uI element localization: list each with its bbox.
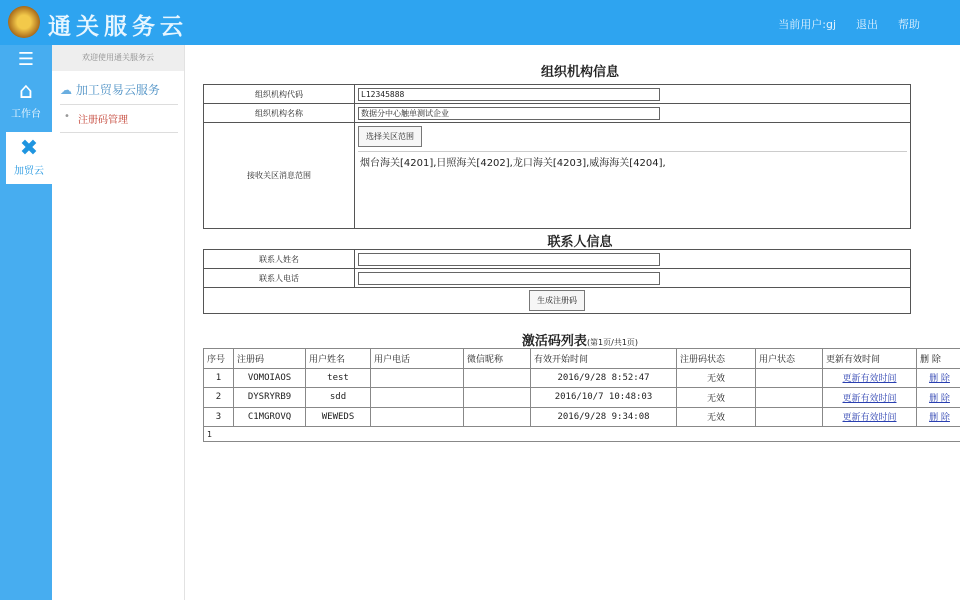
contact-phone-label: 联系人电话 (204, 269, 355, 288)
range-textarea[interactable]: 烟台海关[4201],日照海关[4202],龙口海关[4203],威海海关[4204], (358, 151, 907, 223)
pager[interactable]: 1 (204, 427, 960, 442)
hamburger-icon: ☰ (17, 49, 35, 70)
cell-update-link[interactable]: 更新有效时间 (823, 407, 917, 427)
cell-user-status (756, 368, 823, 388)
cell-delete-link[interactable]: 删 除 (917, 388, 960, 408)
th-phone: 用户电话 (371, 349, 464, 369)
cell-wechat (464, 368, 531, 388)
current-user[interactable]: 当前用户:gj (778, 18, 836, 31)
table-header (204, 349, 960, 369)
header (0, 0, 960, 45)
top-nav (778, 16, 920, 32)
th-code: 注册码 (234, 349, 306, 369)
logout-link[interactable]: 退出 (856, 18, 878, 31)
table-row (204, 388, 960, 408)
cell-status: 无效 (677, 368, 756, 388)
icon-bar (0, 45, 52, 600)
cell-name: test (306, 368, 371, 388)
cell-name: WEWEDS (306, 407, 371, 427)
org-code-label: 组织机构代码 (204, 85, 355, 104)
cell-start: 2016/9/28 8:52:47 (531, 368, 677, 388)
help-link[interactable]: 帮助 (898, 18, 920, 31)
cell-no: 2 (204, 388, 234, 408)
th-start: 有效开始时间 (531, 349, 677, 369)
th-no: 序号 (204, 349, 234, 369)
cell-start: 2016/10/7 10:48:03 (531, 388, 677, 408)
select-range-button[interactable]: 选择关区范围 (358, 126, 422, 147)
cell-phone (371, 407, 464, 427)
tools-icon: ✖ (19, 136, 39, 161)
org-code-input[interactable]: L12345888 (358, 88, 660, 101)
cell-user-status (756, 407, 823, 427)
nav-workbench[interactable] (0, 77, 52, 127)
codes-title-text: 激活码列表 (521, 334, 587, 349)
contact-table (203, 249, 911, 314)
cell-code: DYSRYRB9 (234, 388, 306, 408)
cell-delete-link[interactable]: 删 除 (917, 407, 960, 427)
generate-code-button[interactable]: 生成注册码 (529, 290, 585, 311)
logo-icon (8, 6, 40, 38)
contact-name-input[interactable] (358, 253, 660, 266)
th-user-status: 用户状态 (756, 349, 823, 369)
table-row (204, 368, 960, 388)
cell-name: sdd (306, 388, 371, 408)
contact-name-label: 联系人姓名 (204, 250, 355, 269)
th-name: 用户姓名 (306, 349, 371, 369)
home-icon: ⌂ (19, 79, 33, 104)
menu-toggle[interactable] (0, 49, 52, 71)
sidebar-item-code-manage[interactable]: • 注册码管理 (60, 105, 178, 133)
cell-user-status (756, 388, 823, 408)
nav-jiamaoyun-label: 加贸云 (14, 166, 44, 177)
cell-update-link[interactable]: 更新有效时间 (823, 368, 917, 388)
welcome-text: 欢迎使用通关服务云 (52, 45, 184, 71)
codes-title (480, 330, 680, 349)
contact-title: 联系人信息 (547, 235, 613, 250)
cell-status: 无效 (677, 388, 756, 408)
cell-phone (371, 368, 464, 388)
cell-no: 1 (204, 368, 234, 388)
nav-jiamaoyun[interactable] (6, 132, 52, 184)
cell-no: 3 (204, 407, 234, 427)
app-title: 通关服务云 (48, 14, 188, 40)
cell-wechat (464, 407, 531, 427)
cell-wechat (464, 388, 531, 408)
cell-update-link[interactable]: 更新有效时间 (823, 388, 917, 408)
th-status: 注册码状态 (677, 349, 756, 369)
sidebar (52, 45, 185, 600)
nav-workbench-label: 工作台 (11, 109, 41, 120)
codes-table (203, 348, 960, 442)
contact-phone-input[interactable] (358, 272, 660, 285)
th-wechat: 微信昵称 (464, 349, 531, 369)
cell-phone (371, 388, 464, 408)
cell-status: 无效 (677, 407, 756, 427)
page-info: (第1页/共1页) (586, 338, 639, 347)
cell-delete-link[interactable]: 删 除 (917, 368, 960, 388)
table-row (204, 407, 960, 427)
range-label: 接收关区消息范围 (204, 123, 355, 229)
th-delete: 删 除 (917, 349, 960, 369)
org-name-input[interactable]: 数据分中心触单测试企业 (358, 107, 660, 120)
org-title: 组织机构信息 (540, 65, 619, 80)
sidebar-group-label: 加工贸易云服务 (75, 83, 160, 97)
org-table (203, 84, 911, 229)
cell-code: VOMOIAOS (234, 368, 306, 388)
cell-start: 2016/9/28 9:34:08 (531, 407, 677, 427)
cloud-icon: ☁ (60, 83, 72, 97)
sidebar-group[interactable] (60, 81, 178, 105)
cell-code: C1MGROVQ (234, 407, 306, 427)
th-update: 更新有效时间 (823, 349, 917, 369)
org-name-label: 组织机构名称 (204, 104, 355, 123)
